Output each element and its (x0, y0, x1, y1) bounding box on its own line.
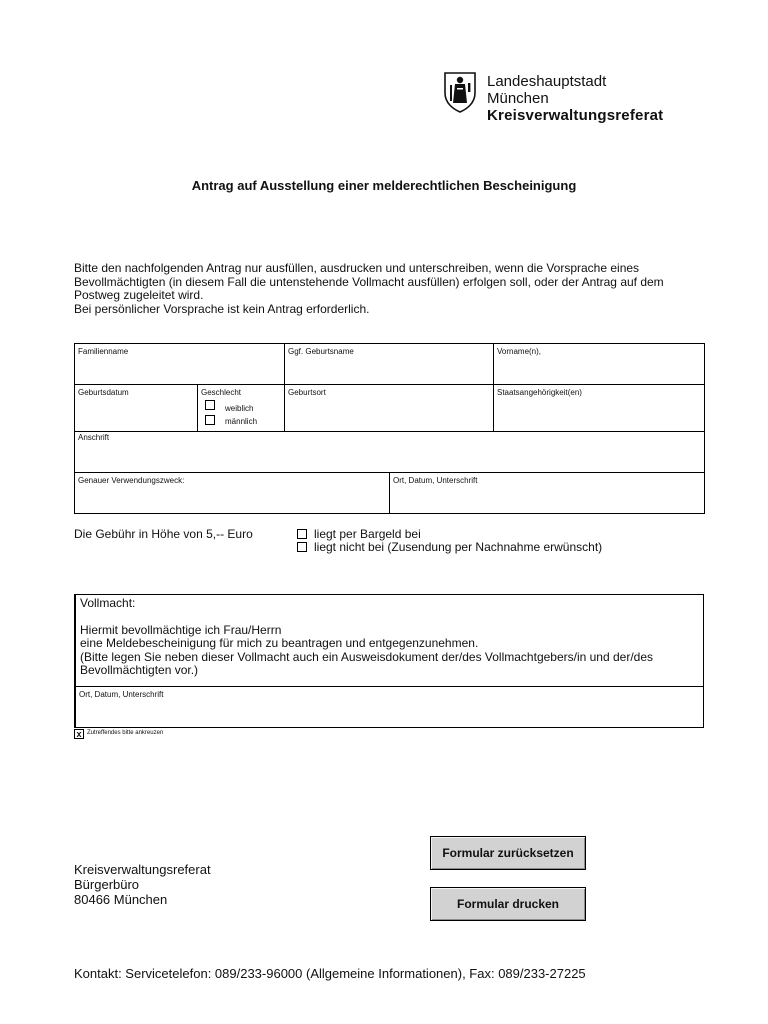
staatsangehoerigkeit-label: Staatsangehörigkeit(en) (497, 388, 582, 397)
fee-label: Die Gebühr in Höhe von 5,-- Euro (74, 527, 253, 541)
geburtsname-label: Ggf. Geburtsname (288, 347, 354, 356)
fee-cash-checkbox[interactable] (297, 529, 307, 539)
verwendungszweck-label: Genauer Verwendungszweck: (78, 476, 185, 485)
fee-cod-label: liegt nicht bei (Zusendung per Nachnahme erwünscht) (314, 540, 603, 554)
vollmacht-line1: Hiermit bevollmächtige ich Frau/Herrn (80, 622, 282, 637)
org-department: Kreisverwaltungsreferat (487, 107, 664, 124)
staatsangehoerigkeit-field[interactable] (493, 384, 705, 432)
vollmacht-signature-field[interactable] (76, 686, 703, 727)
hint-text: Zutreffendes bitte ankreuzen (87, 730, 164, 736)
address-line3: 80466 München (74, 892, 168, 907)
weiblich-checkbox[interactable] (205, 400, 215, 410)
address-line2: Bürgerbüro (74, 877, 140, 892)
address-block (74, 862, 211, 907)
vollmacht-heading: Vollmacht: (80, 596, 136, 610)
vorname-label: Vorname(n), (497, 347, 542, 356)
reset-form-button[interactable]: Formular zurücksetzen (430, 836, 586, 870)
intro-text (74, 262, 694, 316)
print-form-button[interactable]: Formular drucken (430, 887, 586, 921)
fee-cash-label: liegt per Bargeld bei (314, 527, 421, 541)
geschlecht-field (197, 384, 285, 432)
verwendungszweck-field[interactable] (74, 472, 390, 514)
geschlecht-label: Geschlecht (201, 388, 242, 397)
ort-datum-label: Ort, Datum, Unterschrift (393, 476, 478, 485)
anschrift-field[interactable] (74, 431, 705, 473)
geburtsdatum-field[interactable] (74, 384, 198, 432)
geburtsname-field[interactable] (284, 343, 494, 385)
hint-checkbox-marked: x (74, 729, 84, 739)
munich-crest-icon (443, 71, 477, 113)
geburtsort-label: Geburtsort (288, 388, 326, 397)
vollmacht-text (80, 597, 700, 678)
ort-datum-unterschrift-field[interactable] (389, 472, 705, 514)
familienname-field[interactable] (74, 343, 285, 385)
org-line2: München (487, 90, 549, 107)
vollmacht-line2: eine Meldebescheinigung für mich zu beantragen und entgegenzunehmen. (80, 636, 479, 650)
geburtsdatum-label: Geburtsdatum (78, 388, 129, 397)
vollmacht-box (74, 594, 704, 728)
maennlich-label: männlich (225, 417, 258, 426)
vorname-field[interactable] (493, 343, 705, 385)
weiblich-label: weiblich (225, 404, 254, 413)
vollmacht-signature-label: Ort, Datum, Unterschrift (79, 690, 164, 699)
maennlich-checkbox[interactable] (205, 415, 215, 425)
geburtsort-field[interactable] (284, 384, 494, 432)
intro-paragraph-1: Bitte den nachfolgenden Antrag nur ausfüllen, ausdrucken und unterschreiben, wenn die Vorsprache eines Bevollmächtigten (in diesem Fall die untenstehende Vollmacht ausfüllen) erfolgen soll, oder der Antrag auf dem Postweg zugeleitet wird. (74, 261, 664, 302)
vollmacht-line3: (Bitte legen Sie neben dieser Vollmacht auch ein Ausweisdokument der/des Vollmachtgebers/in und der/des Bevollmächtigten vor.) (80, 649, 654, 677)
page-title: Antrag auf Ausstellung einer melderechtlichen Bescheinigung (191, 178, 577, 193)
address-line1: Kreisverwaltungsreferat (74, 862, 211, 877)
familienname-label: Familienname (78, 347, 129, 356)
fee-cod-checkbox[interactable] (297, 542, 307, 552)
org-line1: Landeshauptstadt (487, 73, 607, 90)
anschrift-label: Anschrift (78, 433, 110, 442)
contact-info: Kontakt: Servicetelefon: 089/233-96000 (Allgemeine Informationen), Fax: 089/233-27225 (74, 966, 586, 981)
intro-paragraph-2: Bei persönlicher Vorsprache ist kein Antrag erforderlich. (74, 301, 370, 316)
